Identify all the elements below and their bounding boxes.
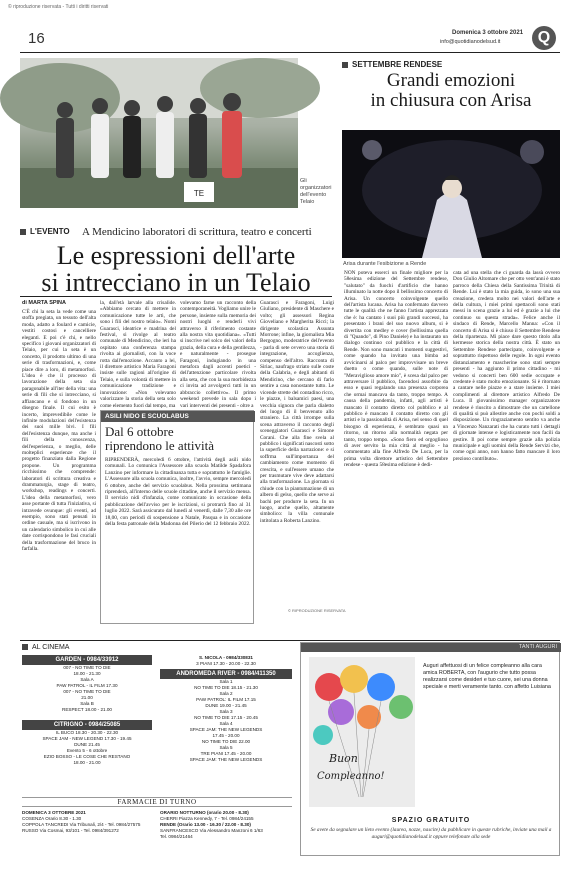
school-headline-line-2: riprendono le attività <box>105 438 215 453</box>
citrigno-line: DUNE 21.45 <box>74 742 100 747</box>
right-article-column-1: NON poteva esserci un finale migliore per la 58esima edizione del Settembre rendese, "salutato" da fuochi d'artificio che hanno illuminato la notte dopo il bellissimo concerto di Arisa. Un concerto coinvolgente quello dell'artista lucana. Arisa ha confermato davvero tutte le qualità che ne fanno l'artista apprezzata che è: ha cantato i suoi più grandi successi, ha presentato i brani del suo nuovo album, si è divertita con medley e cover (bellissima quella di "Quando", di Pino Daniele) e ha instaurato un dialogo continuo col pubblico e la città di Rende. Non sono mancati i momenti suggestivi, come quando ha invitato una bimba ad avvicinarsi al palco per improvvisare un breve duetto o come quando, sulle note di "Meraviglioso amore mio", è scesa dal palco per attraversare il pubblico, facendosi assorbire da esso e quasi regalando una presenza corporea che ormai mancava da tanto, troppo tempo. A causa della pandemia, infatti, agli artisti è mancato il contatto diretto col pubblico e al pubblico è mancato il contatto diretto con gli artisti e la passionalità di Arisa, nel senso di quel bisogno di esperienza, è sembrato quasi un ritorno, un ritorno alla normalità negata per tanto, troppo tempo. «Sono fiero ed orgoglioso di aver servito la mia città al meglio - ha commentato alla fine Alfredo De Luca, per la prima volta direttore artistico del Settembre rendese - questa 58esima edizione è dedi- <box>344 270 448 469</box>
garden-line: Sala A <box>80 677 94 682</box>
andromeda-line: DUNE 19.00 - 21.45 <box>205 703 247 708</box>
arisa-photo <box>342 130 560 258</box>
cinema-garden-title: GARDEN - 0984/33912 <box>22 655 152 665</box>
cinema-col2 <box>160 655 292 795</box>
organizers-photo-art <box>20 58 298 208</box>
andromeda-line: Sala 1 <box>219 679 233 684</box>
article-kicker: A Mendicino laboratori di scrittura, teatro e concerti <box>82 226 312 238</box>
school-headline-line-1: Dal 6 ottobre <box>105 424 174 439</box>
article-column-2: la, dall'età larvale alla crisalide. «Abbiamo cercato di mettere in comunicazione tutte le arti, che sono i fili del nostro telaio». Nomi Guarasci, ideatrice e madrina del festival, si rivolge al teatro comunale di Mendicino, che ieri ha ospitato una conferenza stampa rivolta ai giornalisti, con la voce rotta dall'emozione. Accanto a lei, il direttore artistico Maria Faragoni insiste sulle ragioni all'origine di Telaio, e sulla volontà di mettere in comunicazione tradizione e innovazione: «Non volevamo valorizzare la storia della seta solo come elemento fuori dal tempo, ma <box>100 300 176 409</box>
garden-line: RESPECT 18.00 - 21.00 <box>62 707 112 712</box>
garden-line: 18.00 - 21.30 <box>73 671 101 676</box>
citrigno-line: Evento 5 - 6 ottobre <box>66 748 108 753</box>
andromeda-line: SPACE JAM: THE NEW LEGENDS <box>189 757 263 762</box>
snicola-line: 3 PIANI 17.30 - 20.00 - 22.30 <box>196 661 256 666</box>
andromeda-line: Sala 2 <box>219 691 233 696</box>
card-text-compleanno: Compleanno! <box>317 771 385 782</box>
andromeda-line: NO TIME TO DIE 22.00 <box>201 739 251 744</box>
pharmacy-right-line: CHERRI Piazza Kennedy, 7 - Tel. 0984/24155 <box>160 816 254 821</box>
card-text-buon: Buon <box>329 752 358 765</box>
section-label-settembre: SETTEMBRE RENDESE <box>342 60 560 69</box>
andromeda-line: NO TIME TO DIE 17.15 - 20.45 <box>194 715 258 720</box>
pharmacy-title: FARMACIE DI TURNO <box>22 797 292 807</box>
pharmacy-left-line: RUSSO Via Cosmai, 93/101 - Tel. 0984/391272 <box>22 828 119 833</box>
balloons-image <box>309 657 415 807</box>
citrigno-line: SPACE JAM - NEW LEGEND 17.30 - 19.45 <box>42 736 132 741</box>
school-box-headline <box>105 425 214 453</box>
pharmacy-right-line: SANFRANCESCO Via Alessandro Manzoni 6 1/63 <box>160 828 263 833</box>
greetings-banner: TANTI AUGURI <box>301 643 561 652</box>
pharmacy-right-line: Tel. 0984/21464 <box>160 834 193 839</box>
pharmacy-right <box>160 810 292 840</box>
snicola-title: S. NICOLA - 0984/330831 <box>199 655 253 660</box>
garden-line: 21.00 <box>81 695 93 700</box>
cinema-citrigno-title: CITRIGNO - 0984/25085 <box>22 720 152 730</box>
headline-line-1: Le espressioni dell'arte <box>56 241 296 270</box>
pharmacy-left <box>22 810 156 834</box>
balloons-art <box>309 657 415 807</box>
andromeda-line: SPACE JAM: THE NEW LEGENDS <box>189 727 263 732</box>
garden-line: 007 - NO TIME TO DIE <box>63 689 111 694</box>
pharmacy-left-line: COSENZA Orario 8.30 - 1.30 <box>22 816 82 821</box>
article-copyright: © RIPRODUZIONE RISERVATA <box>288 608 346 613</box>
section-label-evento: L'EVENTO <box>20 227 70 236</box>
school-box-title: ASILI NIDO E SCUOLABUS <box>101 411 255 422</box>
headline-line-2: si intrecciano in un Telaio <box>41 268 311 297</box>
free-space-title: SPAZIO GRATUITO <box>391 817 471 824</box>
andromeda-line: Sala 5 <box>219 745 233 750</box>
cinema-label: AL CINEMA <box>22 644 69 651</box>
citrigno-line: IL BUCO 18.30 - 20.30 - 22.30 <box>55 730 119 735</box>
andromeda-line: Sala 4 <box>219 721 233 726</box>
article-headline <box>20 242 332 296</box>
free-space-text: Se avete da segnalare un lieto evento (laurea, nozze, nascite) da pubblicare in queste rubriche, inviate una mail a auguri@quotidianodelsud.it oppure telefonate alla sede <box>310 827 552 840</box>
arisa-photo-caption: Arisa durante l'esibizione a Rende <box>343 261 427 267</box>
cinema-citrigno <box>22 720 152 790</box>
right-article-header <box>342 60 560 111</box>
contact-email[interactable]: info@quotidianodelsud.it <box>440 39 501 45</box>
garden-line: Sala B <box>80 701 94 706</box>
pharmacy-left-line: COPPOLA TANCREDI Via Tribunali, 2/4 - Tel. 0984/27575 <box>22 822 141 827</box>
copyright-note: © riproduzione riservata - Tutti i diritti riservati <box>8 4 109 10</box>
svg-text:TE: TE <box>193 189 205 198</box>
andromeda-line: Sala 3 <box>219 709 233 714</box>
right-headline-line-2: in chiusura con Arisa <box>370 90 532 111</box>
right-headline <box>342 71 560 111</box>
andromeda-line: TRE PIANI 17.45 - 20.00 <box>200 751 252 756</box>
page-number: 16 <box>28 30 45 47</box>
right-headline-line-1: Grandi emozioni <box>386 70 516 91</box>
article-column-4: Guarasci e Faragoni, Luigi Giuliano, presidente di Maschere e volto; gli assessori Regina Gioveliano e Margherita Ricci; la dirigente scolastica Assunta Morrone; infine, la giornalista Mia Bergogno, moderatrice dell'evento - parla di sete ovvero una storia di integrazione, accoglienza, compenso dell'altro. Racconta di Siriac, naufrago striato sulle coste della Calabria, e degli abitanti di Mendicino, che cercano di farlo sentire a casa nonostante tutto. Le vicende strette del contadino ricco, le piazze, i balsamici paesi, una vecchia signora che parla dialetto del luogo di il benvenuto allo straniero. La città irrompe sulla scena attraverso il racconto degli sceneggiatori Guarasci e Simone Corani. Che alla fine svela al pubblico i significati nascosti sotto la superficie della narrazione: e si soffrma sull'importanza del cambiamento come momento di crescita, e sull'essere umano che per trasmutare vive deve adattarsi alla trasformazione. La giornata si chiude con la piantumazione di un albero di gelso, quello che serve ai bachi per produrre la seta. In un luogo, anche quello, altamente simbolico: la villa comunale intitolata a Roberta Lanzino. <box>260 300 334 524</box>
newspaper-logo: Q <box>532 26 556 50</box>
photo-caption-organizers: Gli organizzatori dell'evento Telaio <box>300 178 332 205</box>
headline-rule <box>20 296 332 297</box>
school-box <box>100 410 254 624</box>
header-rule <box>20 52 560 53</box>
garden-line: PAW PATROL - IL FILM 17.30 <box>56 683 118 688</box>
citrigno-line: EZIO BOSSO - LE COSE CHE RESTANO <box>43 754 131 759</box>
organizers-photo <box>20 58 298 208</box>
andromeda-line: 17.45 - 20.00 <box>212 733 240 738</box>
article-byline: di MARTA SPINA <box>22 300 66 306</box>
issue-date: Domenica 3 ottobre 2021 <box>452 30 524 36</box>
arisa-photo-art <box>342 130 560 258</box>
andromeda-line: NO TIME TO DIE 18.15 - 21.30 <box>194 685 258 690</box>
cinema-andromeda-title: ANDROMEDA RIVER - 0984/411350 <box>160 669 292 679</box>
right-article-column-2: cata ad una stella che ci guarda da lassù ovvero Don Giulio Altomare che per otto vent'anni è stato parroco della Chiesa della Santissima Trinità di Rende. Lui è stato la mia guida, io sono una sua creazione, credera molto nei valori dell'arte e della cultura, i miei primi spettacoli sono stati messi in scena grazie a lui ed è grazie a lui che continuo su questa strada». Felice anche il sindaco di Rende, Marcello Manna: «Con il concerto di Arisa si è chiuso il Settembre Rendese della ripartenza. Mi piace dare questo titolo alla kermesse storica della nostra città. È stato un Settembre Rendese partecipato, coinvolgente e soprattutto rispettoso delle regole. In ogni evento distanziamento e mascherine sono stati sempre presenti - ha aggiunto il primo cittadino - mi vedono si concerti ben 600 sedie occupate e credente è stato molto emozionante. Si è ritornato a cantare nelle piazze e a stare insieme. I miei complimenti al direttore artistico Alfredo De Luca. Il giovanissimo manager organizzatore rendese è riuscito a dimostrare che un cartellone di qualità si può allestire anche con pochi soldi a disposizione. Un ringraziamento sentito va anche a Vincenzo Nanzarati che ha curato tutti i dettagli di giornate intense e logisticamente non facili da gestire. Il poi come sempre grazie alla polizia municipale e agli uomini della Rende Servizi che, come ogni anno, non hanno fatto mancare il loro prezioso contributo». <box>453 270 560 462</box>
article-column-1: C'È chi la seta la vede come una stoffa pregiata, un tessuto dell'alta moda, adatto a foulard e camicie, vestiti costosi e cancelliere eleganti. E poi c'è chi, e nello specifico i giovani organizzatori di Telaio, per cui la seta è un concetto, il prodotto ultimo di una serie di trasformazioni, e, come piace dire a loro, di metamorfosi. L'idea è che il processo di lavorazione della seta sia paragonabile all'iter della vita: una serie di fili che si intrecciano, si affiancano e si fondono in un disegno finale. Il cui esito è incerto, imprevedibile come le infinite modulazioni dell'esistenza dei suoi mille bivi. I fili dell'esistenza dunque, ma anche i fili della conoscenza, dell'esperienza, o meglio, delle molteplici esperienze che il progetto finanziato dalla Regione propone. Un programma ricchissimo che comprende: laboratori di scrittura creativa e drammaturgia, stage di teatro, workshop, readings e concerti. L'idea della metamorfosi, vero asse portante di tutta l'iniziativa, si intravede ovunque: gli eventi, ad esempio, sono stati pensati in ordine casuale, ma si iscrivono in un calendario simbolico in cui alle date corrispondono le fasi cruciali della trasformazione del bruco in farfalla. <box>22 309 96 553</box>
pharmacy-right-line: ORARIO NOTTURNO (orario 20.00 - 8.30) <box>160 810 249 815</box>
citrigno-line: 18.00 - 21.00 <box>73 760 101 765</box>
pharmacy-right-line: RENDE (Orario 13.00 - 16.30 / 22.00 - 8.30) <box>160 822 251 827</box>
andromeda-line: PAW PATROL: IL FILM 17.15 <box>196 697 256 702</box>
greetings-text: Auguri affettuosi di un felice compleanno alla cara amica ROBERTA, con l'augurio che tutto possa realizzarsi come desideri e tuo cuore, sei una donna speciale e merti veramente tanto. con affetto Luisiana <box>423 663 551 690</box>
cinema-top-rule <box>20 640 560 641</box>
article-column-3: volevamo farne un racconto della contemporaneità. Vogliamo unire le persone, insieme sulla memoria dei nostri luoghi e renderli vivi attraverso il riferimento costante alla nostra vita quotidiana». «Tutti si inscrive nel solco dei valori della grazia, della cura e della gentilezza, e naturalmente - prosegue Faragoni, indugiando in una metafora dagli accenti poetici - dell'attenzione particolare rivolta alla seta, che con la sua morbidezza ci invita ad avvolgerci tutti in un abbraccio collettivo». Il primo weekend prevede in sala dopo i vari interventi dei presenti - oltre a <box>180 300 256 409</box>
greetings-box <box>300 642 560 856</box>
school-box-body: RIPRENDERÀ, mercoledì 6 ottobre, l'attività degli asili nido comunali. Lo comunica l'Assessore alla scuola Matilde Spadafora Lanzino per informare la cittadinanza tutta e soprattutto le famiglie. L'Assessore alla scuola comunica, inoltre, l'avvio, sempre mercoledì 6 ottobre, anche del servizio scuolabus. Nella prossima settimana riprenderà, all'interno delle scuole cittadine, anche il servizio mensa. Il servizio nidi d'infanzia, come comunicato in occasione della pubblicazione dell'avviso per le iscrizioni, si protrarrà fino al 31 luglio 2022. Sarà assicurato dal lunedì al venerdì, dalle 7,30 alle ore 18,00, con periodi di sospensione a Natale, Pasqua e in occasione della festa patronale della Madonna del Pilerio del 12 febbraio 2022. <box>105 457 251 528</box>
garden-line: 007 - NO TIME TO DIE <box>63 665 111 670</box>
pharmacy-left-line: DOMENICA 3 OTTOBRE 2021 <box>22 810 86 815</box>
